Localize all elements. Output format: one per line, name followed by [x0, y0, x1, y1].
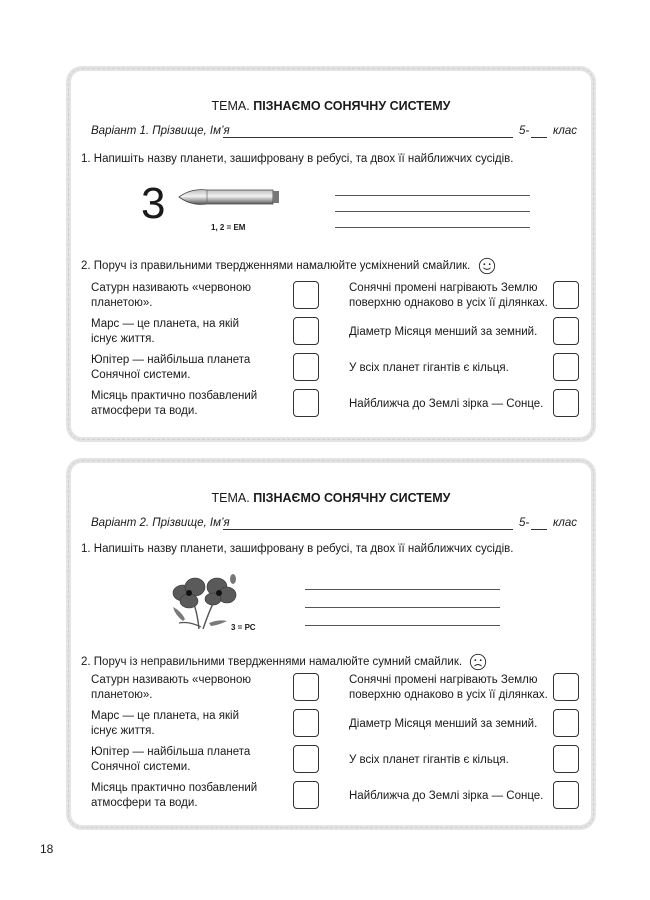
- grade-prefix: 5-: [519, 517, 530, 529]
- bullet-icon: [177, 185, 281, 209]
- name-answer-line[interactable]: [223, 529, 513, 530]
- statement-right-4: Найближча до Землі зірка — Сонце.: [349, 398, 544, 410]
- statement-left-2: Марс — це планета, на якій існує життя.: [91, 318, 239, 345]
- statement-left-4: Місяць практично позбавлений атмосфери та води.: [91, 390, 258, 417]
- answer-line-3[interactable]: [335, 227, 530, 228]
- answer-box-left-1[interactable]: [293, 673, 319, 701]
- variant-name-row: [91, 517, 578, 533]
- variant-label: Варіант 1. Прізвище, Ім’я: [91, 125, 230, 137]
- answer-line-2[interactable]: [305, 607, 500, 608]
- statement-left-3: Юпітер — найбільша планета Сонячної системи.: [91, 354, 251, 381]
- poppy-flowers-icon: [169, 569, 239, 631]
- topic-title: ПІЗНАЄМО СОНЯЧНУ СИСТЕМУ: [253, 491, 451, 505]
- topic-title: ПІЗНАЄМО СОНЯЧНУ СИСТЕМУ: [253, 99, 451, 113]
- rebus-caption: 3 = РС: [231, 623, 256, 632]
- answer-box-left-2[interactable]: [293, 709, 319, 737]
- statement-right-3: У всіх планет гігантів є кільця.: [349, 362, 509, 374]
- answer-box-left-1[interactable]: [293, 281, 319, 309]
- statement-left-3: Юпітер — найбільша планета Сонячної системи.: [91, 746, 251, 773]
- answer-box-left-3[interactable]: [293, 745, 319, 773]
- grade-suffix: клас: [553, 125, 578, 137]
- statement-left-2: Марс — це планета, на якій існує життя.: [91, 710, 239, 737]
- statement-right-2: Діаметр Місяця менший за земний.: [349, 718, 538, 730]
- worksheet-variant-2: [66, 458, 596, 830]
- statement-left-1: Сатурн називають «червоною планетою».: [91, 282, 251, 309]
- rebus-caption: 1, 2 = ЕМ: [211, 223, 246, 232]
- question-1: 1. Напишіть назву планети, зашифровану в ребусі, та двох її найближчих сусідів.: [81, 543, 514, 555]
- name-answer-line[interactable]: [223, 137, 513, 138]
- statement-right-4: Найближча до Землі зірка — Сонце.: [349, 790, 544, 802]
- answer-line-3[interactable]: [305, 625, 500, 626]
- topic-heading: ТЕМА. ПІЗНАЄМО СОНЯЧНУ СИСТЕМУ: [211, 99, 451, 113]
- grade-suffix: клас: [553, 517, 578, 529]
- variant-label: Варіант 2. Прізвище, Ім’я: [91, 517, 230, 529]
- answer-box-right-4[interactable]: [553, 781, 579, 809]
- answer-line-1[interactable]: [305, 589, 500, 590]
- grade-prefix: 5-: [519, 125, 530, 137]
- grade-answer-line[interactable]: [531, 137, 547, 138]
- statement-left-4: Місяць практично позбавлений атмосфери та води.: [91, 782, 258, 809]
- question-1: 1. Напишіть назву планети, зашифровану в ребусі, та двох її найближчих сусідів.: [81, 153, 514, 165]
- answer-box-right-2[interactable]: [553, 709, 579, 737]
- grade-answer-line[interactable]: [531, 529, 547, 530]
- statement-right-2: Діаметр Місяця менший за земний.: [349, 326, 538, 338]
- answer-box-right-3[interactable]: [553, 353, 579, 381]
- smile-icon: [478, 257, 496, 275]
- answer-box-right-1[interactable]: [553, 281, 579, 309]
- statement-left-1: Сатурн називають «червоною планетою».: [91, 674, 251, 701]
- answer-box-left-4[interactable]: [293, 389, 319, 417]
- answer-box-left-2[interactable]: [293, 317, 319, 345]
- variant-name-row: [91, 125, 578, 141]
- answer-box-right-4[interactable]: [553, 389, 579, 417]
- answer-box-right-2[interactable]: [553, 317, 579, 345]
- statement-right-1: Сонячні промені нагрівають Землю поверхню однаково в усіх її ділянках.: [349, 674, 548, 701]
- rebus-number: 3: [141, 179, 166, 228]
- question-2: 2. Поруч із неправильними твердженнями намалюйте сумний смайлик.: [81, 653, 581, 671]
- answer-box-left-4[interactable]: [293, 781, 319, 809]
- question-2: 2. Поруч із правильними твердженнями намалюйте усміхнений смайлик.: [81, 257, 581, 275]
- answer-line-2[interactable]: [335, 211, 530, 212]
- statement-right-3: У всіх планет гігантів є кільця.: [349, 754, 509, 766]
- answer-box-left-3[interactable]: [293, 353, 319, 381]
- page-number: 18: [40, 842, 54, 856]
- topic-heading: ТЕМА. ПІЗНАЄМО СОНЯЧНУ СИСТЕМУ: [211, 491, 451, 505]
- statement-right-1: Сонячні промені нагрівають Землю поверхню однаково в усіх її ділянках.: [349, 282, 548, 309]
- answer-box-right-3[interactable]: [553, 745, 579, 773]
- answer-line-1[interactable]: [335, 195, 530, 196]
- worksheet-variant-1: [66, 66, 596, 442]
- answer-box-right-1[interactable]: [553, 673, 579, 701]
- sad-icon: [469, 653, 487, 671]
